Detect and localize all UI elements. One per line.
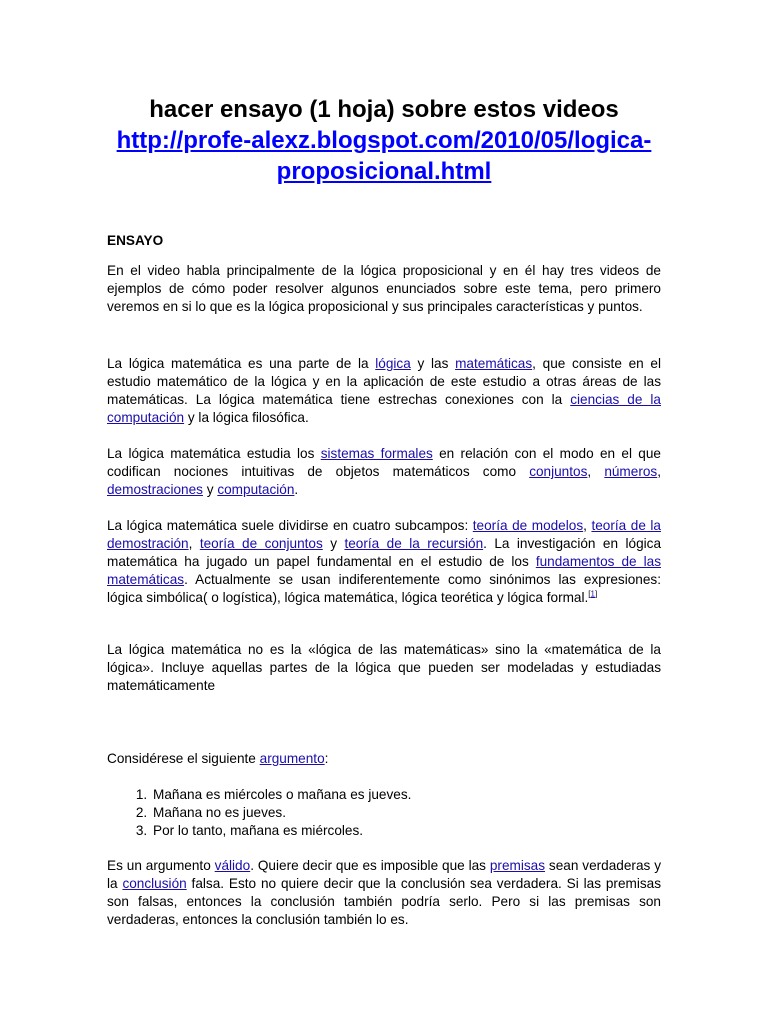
link-computacion[interactable]: computación: [217, 482, 295, 497]
link-demostraciones[interactable]: demostraciones: [107, 482, 203, 497]
title-line: hacer ensayo (1 hoja) sobre estos videos: [149, 96, 619, 123]
link-teoria-modelos[interactable]: teoría de modelos: [472, 518, 584, 533]
paragraph-intro: En el video habla principalmente de la lógica proposicional y en él hay tres videos de ejemplos de cómo poder resolver algunos enunciados sobre este tema, pero primero veremos en si lo que es la lógica proposicional y sus principales características y puntos.: [107, 263, 661, 314]
reference-marker[interactable]: [1]: [588, 589, 598, 599]
paragraph-validity: Es un argumento válido. Quiere decir que es imposible que las premisas sean verdaderas y la conclusión falsa. Esto no quiere decir que la conclusión sea verdadera. Si las premisas son falsas, entonces la conclusión también podría serlo. Pero si las premisas son verdaderas, entonces la conclusión también lo es.: [107, 858, 662, 927]
list-item: 2. Mañana no es jueves.: [151, 804, 661, 822]
link-matematicas[interactable]: matemáticas: [455, 356, 533, 371]
paragraph-math-of-logic: La lógica matemática no es la «lógica de las matemáticas» sino la «matemática de la lógica». Incluye aquellas partes de la lógica que pueden ser modeladas y estudiadas matemáticamente: [107, 642, 661, 693]
list-item: 1. Mañana es miércoles o mañana es jueves.: [151, 786, 661, 804]
paragraph-subfields: La lógica matemática suele dividirse en cuatro subcampos: teoría de modelos, teoría de la demostración, teoría de conjuntos y teoría de la recursión. La investigación en lógica matemática ha jugado un papel fundamental en el estudio de los fundamentos de las matemáticas. Actualmente se usan indiferentemente como sinónimos las expresiones: lógica simbólica( o logística), lógica matemática, lógica teorética y lógica formal.[1]: [107, 518, 662, 605]
link-valido[interactable]: válido: [214, 858, 251, 873]
link-teoria-recursion[interactable]: teoría de la recursión: [344, 536, 484, 551]
link-conclusion[interactable]: conclusión: [122, 876, 187, 891]
link-argumento[interactable]: argumento: [259, 751, 325, 766]
link-conjuntos[interactable]: conjuntos: [529, 464, 588, 479]
link-teoria-conjuntos[interactable]: teoría de conjuntos: [199, 536, 323, 551]
blog-link[interactable]: http://profe-alexz.blogspot.com/2010/05/logica-proposicional.html: [116, 127, 652, 185]
paragraph-formal-systems: La lógica matemática estudia los sistemas formales en relación con el modo en el que codifican nociones intuitivas de objetos matemáticos como conjuntos, números, demostraciones y computación.: [107, 446, 661, 497]
link-logica[interactable]: lógica: [375, 356, 411, 371]
link-premisas[interactable]: premisas: [489, 858, 546, 873]
link-numeros[interactable]: números: [604, 464, 658, 479]
paragraph-argument-intro: Considérese el siguiente argumento:: [107, 751, 329, 766]
paragraph-logic-definition: La lógica matemática es una parte de la lógica y las matemáticas, que consiste en el estudio matemático de la lógica y en la aplicación de este estudio a otras áreas de las matemáticas. La lógica matemática tiene estrechas conexiones con la ciencias de la computación y la lógica filosófica.: [107, 356, 661, 425]
link-fundamentos-matematicas[interactable]: fundamentos de las matemáticas: [107, 554, 661, 587]
link-teoria-demostracion[interactable]: teoría de la demostración: [107, 518, 661, 551]
link-sistemas-formales[interactable]: sistemas formales: [320, 446, 433, 461]
page-title: [100, 94, 668, 187]
argument-list: [107, 786, 661, 840]
link-ciencias-computacion[interactable]: ciencias de la computación: [107, 392, 661, 425]
essay-heading: ENSAYO: [107, 233, 164, 248]
list-item: 3. Por lo tanto, mañana es miércoles.: [151, 822, 661, 840]
